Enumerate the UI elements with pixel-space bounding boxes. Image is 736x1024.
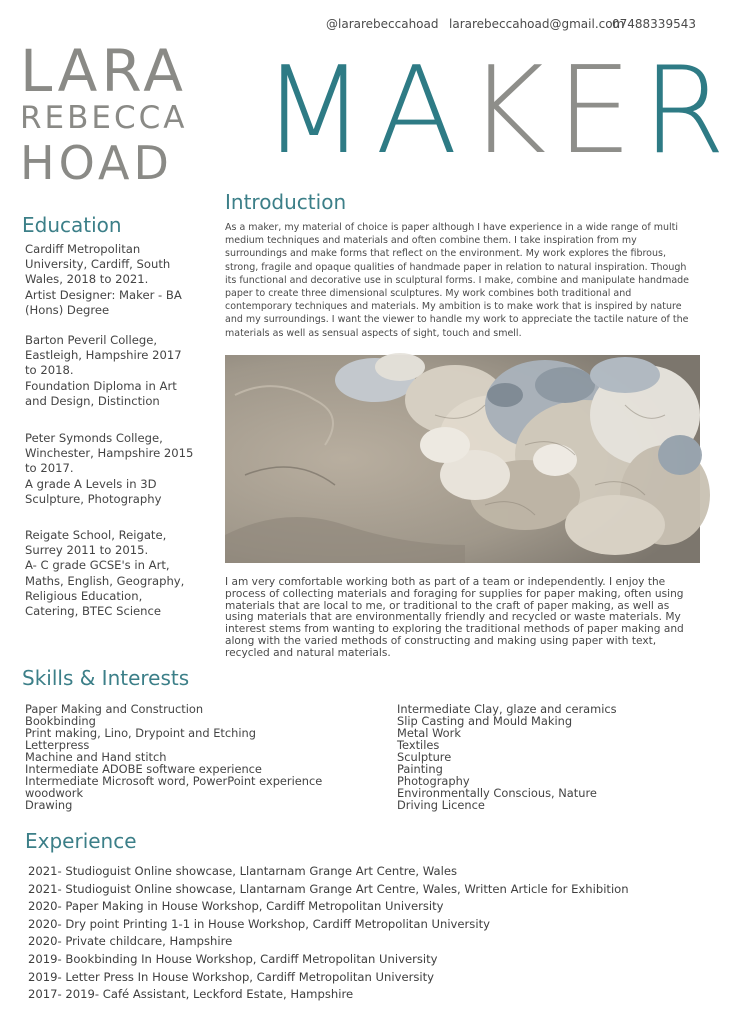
education-entry	[25, 242, 195, 318]
maker-banner-c: R	[642, 42, 736, 181]
experience-item: 2021- Studioguist Online showcase, Llantarnam Grange Art Centre, Wales, Written Article for Exhibition	[28, 881, 629, 896]
experience-item: 2017- 2019- Café Assistant, Leckford Estate, Hampshire	[28, 987, 354, 1002]
contact-handle: @lararebeccahoad	[326, 17, 439, 31]
maker-banner-b: KE	[467, 42, 643, 181]
skill-item: Photography	[397, 774, 470, 788]
skill-item: woodwork	[25, 786, 84, 800]
skill-item: Slip Casting and Mould Making	[397, 714, 573, 728]
education-entry	[25, 528, 195, 619]
skill-item: Machine and Hand stitch	[25, 750, 167, 764]
name-first: LARA	[20, 37, 187, 105]
maker-banner-a: MA	[262, 42, 468, 181]
introduction-paragraph-2: I am very comfortable working both as part of a team or independently. I enjoy the process of collecting materials and foraging for supplies for paper making, often using materials that are local to me, or traditional to the craft of paper making, as well as using materials that are environmentally friendly and recycled or waste materials. My interest stems from wanting to exploring the traditional methods of paper making and along with the varied methods of constructing and making using paper with text, recycled and natural materials.	[225, 576, 684, 659]
experience-list	[28, 863, 629, 1004]
education-entry	[25, 333, 195, 409]
skill-item: Print making, Lino, Drypoint and Etching	[25, 726, 256, 740]
education-line: Artist Designer: Maker - BA (Hons) Degree	[25, 287, 182, 317]
experience-item: 2021- Studioguist Online showcase, Llantarnam Grange Art Centre, Wales	[28, 864, 458, 878]
skill-item: Intermediate Microsoft word, PowerPoint experience	[25, 774, 323, 788]
education-line: Reigate School, Reigate, Surrey 2011 to 2015.	[25, 528, 167, 558]
experience-item: 2020- Dry point Printing 1-1 in House Workshop, Cardiff Metropolitan University	[28, 916, 490, 931]
skill-item: Driving Licence	[397, 798, 485, 812]
experience-item: 2020- Private childcare, Hampshire	[28, 934, 233, 949]
skill-item: Intermediate ADOBE software experience	[25, 762, 262, 776]
maker-banner	[262, 42, 736, 181]
paper-sculpture-photo	[225, 355, 700, 563]
skills-heading: Skills & Interests	[22, 666, 190, 690]
skill-item: Sculpture	[397, 750, 452, 764]
skill-item: Bookbinding	[25, 714, 96, 728]
skill-item: Drawing	[25, 798, 73, 812]
experience-heading: Experience	[25, 829, 137, 853]
skills-left-list	[25, 703, 322, 811]
skill-item: Paper Making and Construction	[25, 702, 204, 716]
skill-item: Textiles	[397, 738, 440, 752]
introduction-text: As a maker, my material of choice is paper although I have experience in a wide range of multi medium techniques and materials and often combine them. I take inspiration from my surroundings and make forms that reflect on the environment. My work explores the fibrous, strong, fragile and opaque qualities of handmade paper in relation to natural inspiration. Though its functional and decorative use in sculptural forms. I make, combine and manipulate handmade paper to create three dimensional sculptures. My work combines both traditional and contemporary techniques and materials. My ambition is to make work that is inspired by nature and my surroundings. I want the viewer to handle my work to appreciate the tactile nature of the materials as well as sensual aspects of sight, touch and smell.	[225, 222, 690, 339]
education-line: Peter Symonds College, Winchester, Hampshire 2015 to 2017.	[25, 431, 194, 476]
education-entry	[25, 431, 195, 507]
education-line: A grade A Levels in 3D Sculpture, Photography	[25, 476, 162, 506]
skill-item: Painting	[397, 762, 443, 776]
contact-phone: 07488339543	[612, 17, 696, 31]
contact-email[interactable]: lararebeccahoad@gmail.com	[449, 17, 625, 31]
experience-item: 2019- Letter Press In House Workshop, Cardiff Metropolitan University	[28, 969, 435, 984]
skill-item: Intermediate Clay, glaze and ceramics	[397, 702, 617, 716]
education-line: Barton Peveril College, Eastleigh, Hampshire 2017 to 2018.	[25, 333, 182, 378]
name-last: HOAD	[20, 136, 173, 190]
experience-item: 2019- Bookbinding In House Workshop, Cardiff Metropolitan University	[28, 951, 438, 966]
skill-item: Environmentally Conscious, Nature	[397, 786, 597, 800]
education-heading: Education	[22, 213, 122, 237]
name-middle: REBECCA	[20, 100, 188, 136]
introduction-heading: Introduction	[225, 190, 347, 214]
skills-right-list	[397, 703, 617, 811]
experience-item: 2020- Paper Making in House Workshop, Cardiff Metropolitan University	[28, 899, 444, 914]
skill-item: Letterpress	[25, 738, 90, 752]
education-line: A- C grade GCSE's in Art, Maths, English, Geography, Religious Education, Catering, BTEC Science	[25, 558, 185, 619]
education-line: Cardiff Metropolitan University, Cardiff, South Wales, 2018 to 2021.	[25, 242, 171, 287]
skill-item: Metal Work	[397, 726, 461, 740]
education-line: Foundation Diploma in Art and Design, Distinction	[25, 378, 177, 408]
